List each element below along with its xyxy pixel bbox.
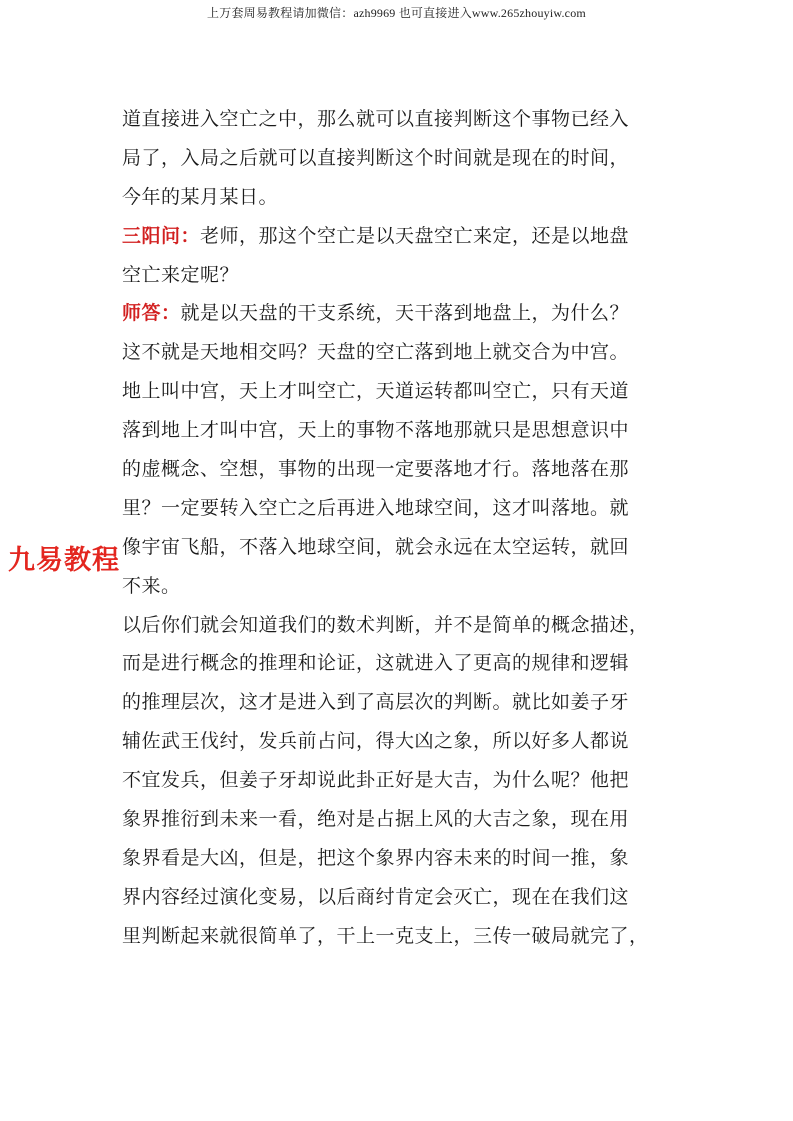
text-line: 里判断起来就很简单了，干上一克支上，三传一破局就完了， [122,924,649,947]
text-line: 今年的某月某日。 [122,185,279,208]
text-line: 地上叫中宫，天上才叫空亡，天道运转都叫空亡，只有天道 [122,380,630,403]
speaker-label-answer: 师答： [122,302,181,325]
text-line: 象界推衍到未来一看，绝对是占据上风的大吉之象，现在用 [122,808,630,831]
watermark-logo: 九易教程 [8,545,120,576]
text-line: 不宜发兵，但姜子牙却说此卦正好是大吉，为什么呢？他把 [122,769,630,792]
text-line: 而是进行概念的推理和论证，这就进入了更高的规律和逻辑 [122,652,630,675]
text-line: 象界看是大凶，但是，把这个象界内容未来的时间一推，象 [122,846,630,869]
text-line: 道直接进入空亡之中，那么就可以直接判断这个事物已经入 [122,108,630,130]
text-line: 的推理层次，这才是进入到了高层次的判断。就比如姜子牙 [122,691,630,714]
text-line: 不来。 [122,574,181,597]
text-line: 落到地上才叫中宫，天上的事物不落地那就只是思想意识中 [122,419,630,442]
question-line: 三阳问：老师，那这个空亡是以天盘空亡来定，还是以地盘 [122,224,630,247]
speaker-label-question: 三阳问： [122,224,201,247]
text-line: 里？一定要转入空亡之后再进入地球空间，这才叫落地。就 [122,496,630,519]
page-header: 上万套周易教程请加微信：azh9969 也可直接进入www.265zhouyiw.com [207,6,586,20]
text-line: 以后你们就会知道我们的数术判断，并不是简单的概念描述， [122,613,649,636]
text-line: 界内容经过演化变易，以后商纣肯定会灭亡，现在在我们这 [122,885,630,908]
text-line: 辅佐武王伐纣，发兵前占问，得大凶之象，所以好多人都说 [122,730,630,753]
body-text [122,100,682,956]
text-line: 像宇宙飞船，不落入地球空间，就会永远在太空运转，就回 [122,535,630,558]
text-line: 局了，入局之后就可以直接判断这个时间就是现在的时间， [122,146,630,169]
text-line: 空亡来定呢？ [122,263,240,286]
text-line: 这不就是天地相交吗？天盘的空亡落到地上就交合为中宫。 [122,341,630,364]
text-line: 的虚概念、空想，事物的出现一定要落地才行。落地落在那 [122,458,630,481]
answer-line: 师答：就是以天盘的干支系统，天干落到地盘上，为什么？ [122,302,630,325]
